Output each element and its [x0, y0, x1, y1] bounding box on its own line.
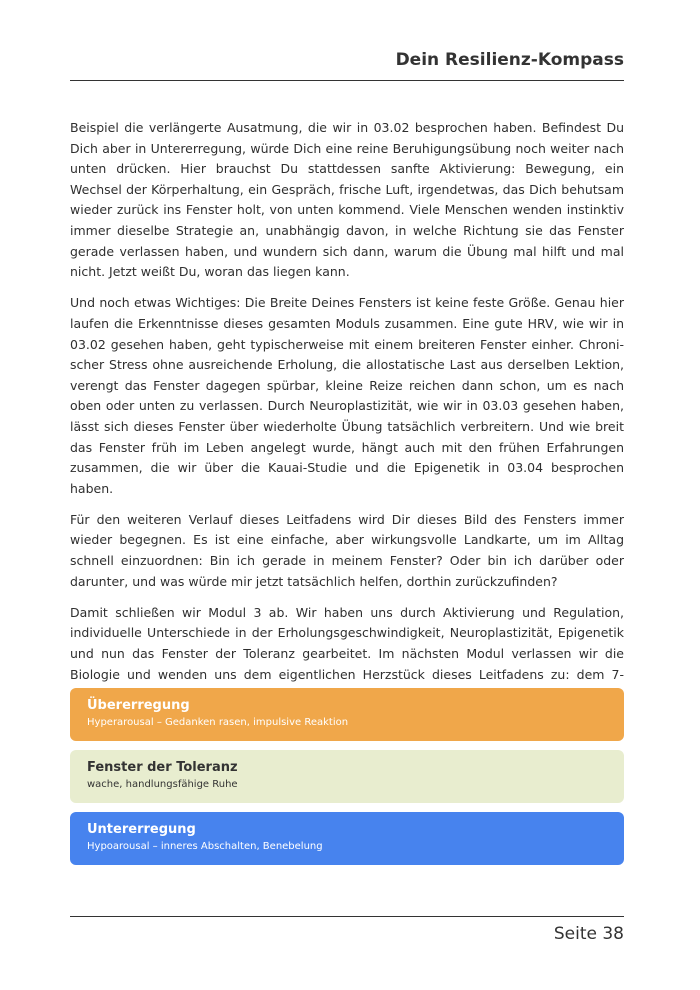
zone-subtitle: Hypoarousal – inneres Abschalten, Benebelung [87, 841, 323, 852]
zone-subtitle: wache, handlungsfähige Ruhe [87, 779, 238, 790]
tolerance-window-diagram [70, 688, 624, 874]
footer-divider [70, 916, 624, 917]
page-number: Seite 38 [553, 924, 624, 944]
body-text [70, 118, 624, 716]
zone-title: Fenster der Toleranz [87, 760, 238, 775]
zone-window-of-tolerance [70, 750, 624, 803]
page-header-title: Dein Resilienz-Kompass [395, 50, 624, 70]
zone-title: Untererregung [87, 822, 196, 837]
paragraph: Und noch etwas Wichtiges: Die Breite Deines Fensters ist keine feste Größe. Genau hier laufen die Erkenntnisse dieses gesamten Moduls zusammen. Eine gute HRV, wie wir in 03.02 gesehen haben, geht typischerweise mit einem breiteren Fenster einher. Chronischer Stress ohne ausreichende Erholung, die allostatische Last aus derselben Lektion, verengt das Fenster dagegen spürbar, kleine Reize reichen dann schon, um es nach oben oder unten zu verlassen. Durch Neuroplastizität, wie wir in 03.03 gesehen haben, lässt sich dieses Fenster über wiederholte Übung tatsächlich verbreitern. Und wie breit das Fenster früh im Leben angelegt wurde, hängt auch mit den frühen Erfahrungen zusammen, die wir über die Kauai-Studie und die Epigenetik in 03.04 besprochen haben. [70, 295, 624, 496]
paragraph: Für den weiteren Verlauf dieses Leitfadens wird Dir dieses Bild des Fensters immer wieder begegnen. Es ist eine einfache, aber wirkungsvolle Landkarte, um im Alltag schnell einzuordnen: Bin ich gerade in meinem Fenster? Oder bin ich darüber oder darunter, und was würde mir jetzt tatsächlich helfen, dorthin zurückzufinden? [70, 511, 624, 589]
zone-hyperarousal [70, 688, 624, 741]
zone-hypoarousal [70, 812, 624, 865]
zone-subtitle: Hyperarousal – Gedanken rasen, impulsive Reaktion [87, 717, 349, 728]
header-divider [70, 80, 624, 81]
zone-title: Übererregung [87, 698, 190, 713]
paragraph: Damit schließen wir Modul 3 ab. Wir haben uns durch Aktivierung und Regulation, individuelle Unterschiede in der Erholungsgeschwindigkeit, Neuroplastizität, Epigenetik und nun das Fenster der Toleranz gearbeitet. Im nächsten Modul verlassen wir die Biologie und wenden uns dem eigentlichen Herzstück dieses Leitfadens zu: dem 7- [70, 604, 624, 682]
paragraph: Beispiel die verlängerte Ausatmung, die wir in 03.02 besprochen haben. Befindest Du Dich aber in Untererregung, würde Dich eine reine Beruhigungsübung noch weiter nach unten drücken. Hier brauchst Du stattdessen sanfte Aktivierung: Bewegung, ein Wechsel der Körperhaltung, ein Gespräch, frische Luft, irgendetwas, das Dich behutsam wieder zurück ins Fenster holt, von unten kommend. Viele Menschen wenden instinktiv immer dieselbe Strategie an, unabhängig davon, in welche Richtung sie das Fenster gerade verlassen haben, und wundern sich dann, warum die Übung mal hilft und mal nicht. Jetzt weißt Du, woran das liegen kann. [70, 120, 624, 280]
